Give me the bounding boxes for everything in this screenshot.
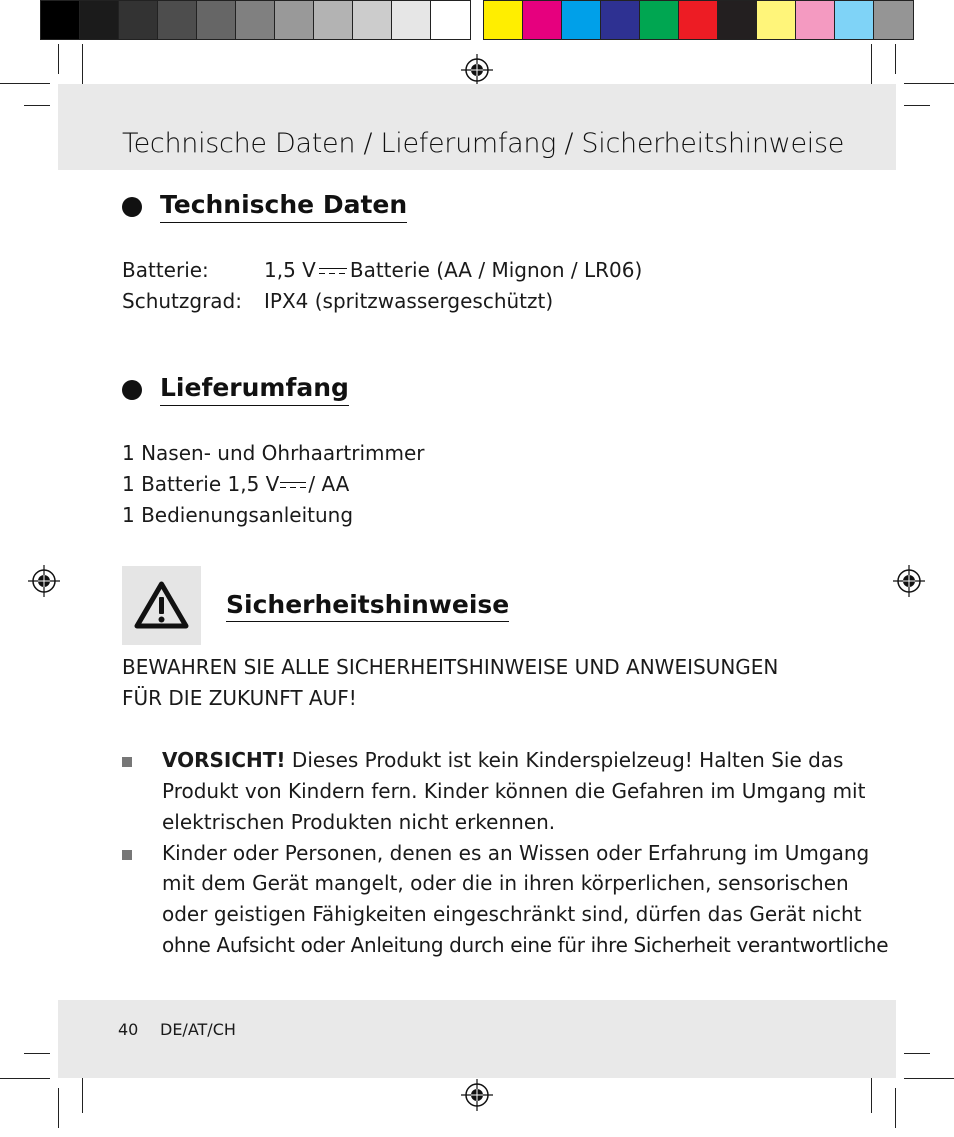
crop-mark [904, 1078, 954, 1079]
process-color-swatch [601, 1, 640, 39]
crop-mark [58, 1088, 59, 1128]
safety-bullet-line: Kinder oder Personen, denen es an Wissen oder Erfahrung im Umgang [162, 841, 870, 865]
safety-bullet-line: oder geistigen Fähigkeiten eingeschränkt sind, dürfen das Gerät nicht [162, 902, 862, 926]
crop-mark [871, 1073, 872, 1113]
registration-mark-icon [461, 54, 493, 86]
dc-current-symbol-icon [319, 267, 347, 277]
process-color-swatch [523, 1, 562, 39]
crop-mark [895, 1088, 896, 1128]
section-safety-heading: Sicherheitshinweise [226, 590, 509, 622]
safety-intro-line: FÜR DIE ZUKUNFT AUF! [122, 686, 357, 710]
registration-mark-icon [28, 565, 60, 597]
warning-box [122, 566, 201, 645]
section-scope-heading [122, 373, 349, 406]
crop-mark [82, 44, 83, 89]
safety-bullet-line: mit dem Gerät mangelt, oder die in ihren körperlichen, sensorischen [162, 871, 849, 895]
process-color-swatch [640, 1, 679, 39]
registration-mark-icon [461, 1079, 493, 1111]
warning-triangle-icon [122, 566, 201, 645]
grayscale-swatch [392, 1, 431, 39]
list-bullet-icon [122, 850, 132, 860]
spec-value-battery [264, 255, 642, 286]
crop-mark [904, 105, 930, 106]
safety-bullet-line: elektrischen Produkten nicht erkennen. [162, 810, 556, 834]
process-color-swatch [874, 1, 913, 39]
safety-bullet-line: ohne Aufsicht oder Anleitung durch eine für ihre Sicherheit verantwortliche [162, 933, 889, 957]
grayscale-swatch [314, 1, 353, 39]
scope-item-battery-prefix: 1 Batterie 1,5 V [122, 472, 280, 496]
crop-mark [904, 83, 954, 84]
section-heading: Lieferumfang [160, 373, 349, 406]
safety-bullet-line [162, 745, 843, 776]
region-code: DE/AT/CH [160, 1020, 236, 1039]
grayscale-swatch [119, 1, 158, 39]
safety-bullet-text: Dieses Produkt ist kein Kinderspielzeug! Halten Sie das [291, 748, 844, 772]
caution-label: VORSICHT! [162, 748, 286, 772]
spec-value-protection: IPX4 (spritzwassergeschützt) [264, 289, 554, 313]
grayscale-swatch [353, 1, 392, 39]
scope-item-manual: 1 Bedienungsanleitung [122, 503, 354, 527]
crop-mark [895, 44, 896, 74]
process-color-swatch [562, 1, 601, 39]
grayscale-swatch [80, 1, 119, 39]
dc-current-symbol-icon [280, 481, 306, 491]
crop-mark [0, 1078, 50, 1079]
grayscale-swatch [158, 1, 197, 39]
crop-mark [24, 105, 50, 106]
registration-mark-icon [893, 565, 925, 597]
grayscale-swatch [236, 1, 275, 39]
grayscale-swatch [197, 1, 236, 39]
crop-mark [871, 44, 872, 89]
process-color-calibration-bar [483, 0, 914, 40]
process-color-swatch [757, 1, 796, 39]
page-number: 40 [118, 1020, 139, 1039]
crop-mark [24, 1053, 50, 1054]
grayscale-calibration-bar [40, 0, 471, 40]
spec-value-battery-voltage: 1,5 V [264, 258, 316, 282]
grayscale-swatch [41, 1, 80, 39]
crop-mark [58, 44, 59, 74]
crop-mark [0, 83, 50, 84]
safety-intro-line: BEWAHREN SIE ALLE SICHERHEITSHINWEISE UND ANWEISUNGEN [122, 655, 779, 679]
process-color-swatch [679, 1, 718, 39]
safety-bullet-line: Produkt von Kindern fern. Kinder können die Gefahren im Umgang mit [162, 779, 866, 803]
grayscale-swatch [431, 1, 470, 39]
spec-label-protection: Schutzgrad: [122, 289, 242, 313]
crop-mark [82, 1073, 83, 1113]
process-color-swatch [835, 1, 874, 39]
list-bullet-icon [122, 757, 132, 767]
section-heading: Technische Daten [160, 190, 407, 223]
grayscale-swatch [275, 1, 314, 39]
scope-item-battery [122, 469, 349, 500]
scope-item-battery-suffix: / AA [308, 472, 350, 496]
bullet-dot-icon [122, 380, 142, 400]
process-color-swatch [718, 1, 757, 39]
scope-item-trimmer: 1 Nasen- und Ohrhaartrimmer [122, 441, 425, 465]
spec-label-battery: Batterie: [122, 258, 209, 282]
process-color-swatch [484, 1, 523, 39]
spec-value-battery-type: Batterie (AA / Mignon / LR06) [349, 258, 643, 282]
page-title: Technische Daten / Lieferumfang / Sicherheitshinweise [122, 128, 845, 159]
crop-mark [904, 1053, 930, 1054]
section-technical-data-heading [122, 190, 407, 223]
process-color-swatch [796, 1, 835, 39]
bullet-dot-icon [122, 197, 142, 217]
